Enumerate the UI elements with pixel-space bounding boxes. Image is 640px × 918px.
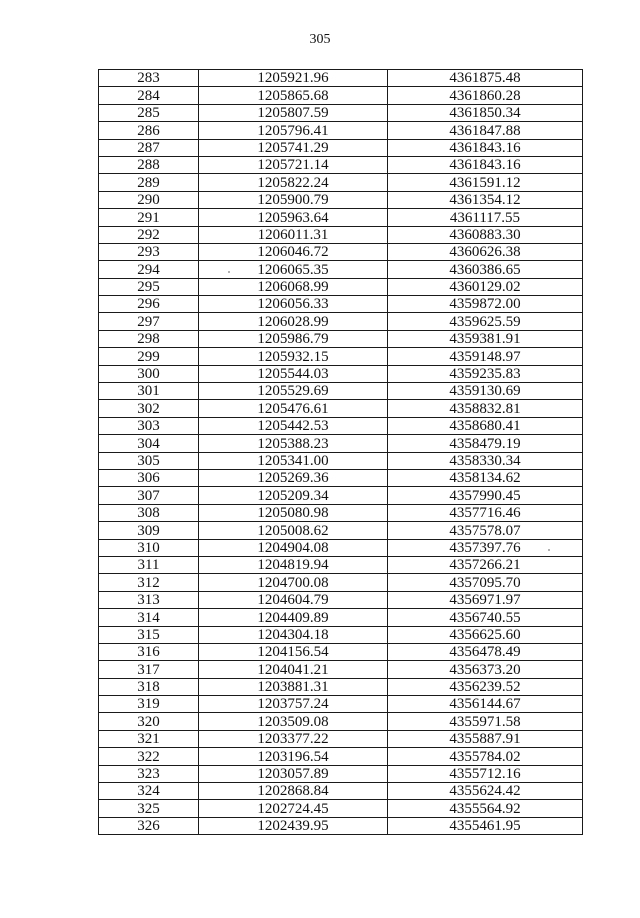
y-coordinate-cell: 4355461.95 <box>388 817 583 834</box>
table-row <box>99 574 583 591</box>
point-number-cell: 324 <box>99 783 199 800</box>
table-row <box>99 452 583 469</box>
table-row <box>99 522 583 539</box>
point-number-cell: 295 <box>99 278 199 295</box>
point-number-cell: 287 <box>99 139 199 156</box>
point-number-cell: 300 <box>99 365 199 382</box>
x-coordinate-cell: 1206065.35 <box>199 261 388 278</box>
point-number-cell: 317 <box>99 661 199 678</box>
x-coordinate-cell: 1203757.24 <box>199 696 388 713</box>
y-coordinate-cell: 4359381.91 <box>388 330 583 347</box>
table-row <box>99 191 583 208</box>
y-coordinate-cell: 4355971.58 <box>388 713 583 730</box>
y-coordinate-cell: 4359148.97 <box>388 348 583 365</box>
table-row <box>99 609 583 626</box>
x-coordinate-cell: 1205388.23 <box>199 435 388 452</box>
point-number-cell: 310 <box>99 539 199 556</box>
point-number-cell: 306 <box>99 469 199 486</box>
table-row <box>99 139 583 156</box>
table-row <box>99 748 583 765</box>
table-row <box>99 400 583 417</box>
y-coordinate-cell: 4358479.19 <box>388 435 583 452</box>
y-coordinate-cell: 4359235.83 <box>388 365 583 382</box>
y-coordinate-cell: 4357990.45 <box>388 487 583 504</box>
table-row <box>99 556 583 573</box>
table-row <box>99 296 583 313</box>
point-number-cell: 286 <box>99 122 199 139</box>
x-coordinate-cell: 1203057.89 <box>199 765 388 782</box>
y-coordinate-cell: 4361117.55 <box>388 209 583 226</box>
point-number-cell: 315 <box>99 626 199 643</box>
point-number-cell: 320 <box>99 713 199 730</box>
table-row <box>99 469 583 486</box>
x-coordinate-cell: 1205008.62 <box>199 522 388 539</box>
table-row <box>99 104 583 121</box>
x-coordinate-cell: 1204156.54 <box>199 643 388 660</box>
y-coordinate-cell: 4361847.88 <box>388 122 583 139</box>
x-coordinate-cell: 1205963.64 <box>199 209 388 226</box>
y-coordinate-cell: 4355887.91 <box>388 730 583 747</box>
x-coordinate-cell: 1202724.45 <box>199 800 388 817</box>
y-coordinate-cell: 4357266.21 <box>388 556 583 573</box>
x-coordinate-cell: 1205544.03 <box>199 365 388 382</box>
y-coordinate-cell: 4356144.67 <box>388 696 583 713</box>
coordinates-table <box>98 69 583 835</box>
x-coordinate-cell: 1203881.31 <box>199 678 388 695</box>
x-coordinate-cell: 1204819.94 <box>199 556 388 573</box>
y-coordinate-cell: 4357578.07 <box>388 522 583 539</box>
x-coordinate-cell: 1204700.08 <box>199 574 388 591</box>
point-number-cell: 285 <box>99 104 199 121</box>
y-coordinate-cell: 4357095.70 <box>388 574 583 591</box>
x-coordinate-cell: 1205341.00 <box>199 452 388 469</box>
y-coordinate-cell: 4356740.55 <box>388 609 583 626</box>
table-row <box>99 261 583 278</box>
table-row <box>99 730 583 747</box>
y-coordinate-cell: 4360129.02 <box>388 278 583 295</box>
table-row <box>99 70 583 87</box>
table-row <box>99 174 583 191</box>
x-coordinate-cell: 1204041.21 <box>199 661 388 678</box>
y-coordinate-cell: 4355712.16 <box>388 765 583 782</box>
point-number-cell: 311 <box>99 556 199 573</box>
scan-speck <box>548 549 550 551</box>
x-coordinate-cell: 1206028.99 <box>199 313 388 330</box>
point-number-cell: 326 <box>99 817 199 834</box>
point-number-cell: 288 <box>99 156 199 173</box>
point-number-cell: 325 <box>99 800 199 817</box>
x-coordinate-cell: 1205269.36 <box>199 469 388 486</box>
point-number-cell: 322 <box>99 748 199 765</box>
y-coordinate-cell: 4356239.52 <box>388 678 583 695</box>
x-coordinate-cell: 1205986.79 <box>199 330 388 347</box>
point-number-cell: 307 <box>99 487 199 504</box>
table-row <box>99 156 583 173</box>
point-number-cell: 297 <box>99 313 199 330</box>
x-coordinate-cell: 1204409.89 <box>199 609 388 626</box>
y-coordinate-cell: 4355564.92 <box>388 800 583 817</box>
point-number-cell: 323 <box>99 765 199 782</box>
table-row <box>99 87 583 104</box>
x-coordinate-cell: 1205807.59 <box>199 104 388 121</box>
point-number-cell: 303 <box>99 417 199 434</box>
y-coordinate-cell: 4358680.41 <box>388 417 583 434</box>
table-row <box>99 678 583 695</box>
table-row <box>99 365 583 382</box>
point-number-cell: 318 <box>99 678 199 695</box>
x-coordinate-cell: 1206011.31 <box>199 226 388 243</box>
y-coordinate-cell: 4361850.34 <box>388 104 583 121</box>
point-number-cell: 313 <box>99 591 199 608</box>
table-row <box>99 122 583 139</box>
table-row <box>99 330 583 347</box>
table-row <box>99 209 583 226</box>
table-row <box>99 383 583 400</box>
y-coordinate-cell: 4355624.42 <box>388 783 583 800</box>
y-coordinate-cell: 4358330.34 <box>388 452 583 469</box>
table-row <box>99 278 583 295</box>
x-coordinate-cell: 1206056.33 <box>199 296 388 313</box>
y-coordinate-cell: 4361875.48 <box>388 70 583 87</box>
x-coordinate-cell: 1203377.22 <box>199 730 388 747</box>
x-coordinate-cell: 1205476.61 <box>199 400 388 417</box>
table-row <box>99 348 583 365</box>
point-number-cell: 301 <box>99 383 199 400</box>
y-coordinate-cell: 4359130.69 <box>388 383 583 400</box>
table-row <box>99 643 583 660</box>
y-coordinate-cell: 4360386.65 <box>388 261 583 278</box>
table-row <box>99 800 583 817</box>
x-coordinate-cell: 1205865.68 <box>199 87 388 104</box>
x-coordinate-cell: 1206068.99 <box>199 278 388 295</box>
scan-speck <box>228 271 230 273</box>
x-coordinate-cell: 1205529.69 <box>199 383 388 400</box>
table-row <box>99 243 583 260</box>
y-coordinate-cell: 4360883.30 <box>388 226 583 243</box>
y-coordinate-cell: 4357397.76 <box>388 539 583 556</box>
point-number-cell: 304 <box>99 435 199 452</box>
point-number-cell: 291 <box>99 209 199 226</box>
point-number-cell: 308 <box>99 504 199 521</box>
point-number-cell: 283 <box>99 70 199 87</box>
y-coordinate-cell: 4358832.81 <box>388 400 583 417</box>
point-number-cell: 309 <box>99 522 199 539</box>
table-row <box>99 417 583 434</box>
x-coordinate-cell: 1202439.95 <box>199 817 388 834</box>
y-coordinate-cell: 4357716.46 <box>388 504 583 521</box>
table-row <box>99 487 583 504</box>
point-number-cell: 316 <box>99 643 199 660</box>
table-row <box>99 435 583 452</box>
y-coordinate-cell: 4358134.62 <box>388 469 583 486</box>
x-coordinate-cell: 1205442.53 <box>199 417 388 434</box>
x-coordinate-cell: 1204304.18 <box>199 626 388 643</box>
table-row <box>99 226 583 243</box>
table-body <box>99 70 583 835</box>
y-coordinate-cell: 4361591.12 <box>388 174 583 191</box>
y-coordinate-cell: 4359872.00 <box>388 296 583 313</box>
table-row <box>99 626 583 643</box>
x-coordinate-cell: 1205796.41 <box>199 122 388 139</box>
table-row <box>99 713 583 730</box>
table-row <box>99 313 583 330</box>
x-coordinate-cell: 1203509.08 <box>199 713 388 730</box>
point-number-cell: 299 <box>99 348 199 365</box>
table-row <box>99 661 583 678</box>
table-row <box>99 539 583 556</box>
x-coordinate-cell: 1205822.24 <box>199 174 388 191</box>
x-coordinate-cell: 1205080.98 <box>199 504 388 521</box>
x-coordinate-cell: 1203196.54 <box>199 748 388 765</box>
table-row <box>99 783 583 800</box>
table-row <box>99 504 583 521</box>
point-number-cell: 296 <box>99 296 199 313</box>
x-coordinate-cell: 1202868.84 <box>199 783 388 800</box>
y-coordinate-cell: 4356373.20 <box>388 661 583 678</box>
point-number-cell: 321 <box>99 730 199 747</box>
y-coordinate-cell: 4359625.59 <box>388 313 583 330</box>
x-coordinate-cell: 1205741.29 <box>199 139 388 156</box>
x-coordinate-cell: 1204904.08 <box>199 539 388 556</box>
x-coordinate-cell: 1204604.79 <box>199 591 388 608</box>
point-number-cell: 312 <box>99 574 199 591</box>
point-number-cell: 284 <box>99 87 199 104</box>
y-coordinate-cell: 4356971.97 <box>388 591 583 608</box>
table-row <box>99 696 583 713</box>
point-number-cell: 302 <box>99 400 199 417</box>
x-coordinate-cell: 1205721.14 <box>199 156 388 173</box>
point-number-cell: 289 <box>99 174 199 191</box>
y-coordinate-cell: 4356625.60 <box>388 626 583 643</box>
x-coordinate-cell: 1205900.79 <box>199 191 388 208</box>
x-coordinate-cell: 1205921.96 <box>199 70 388 87</box>
x-coordinate-cell: 1205932.15 <box>199 348 388 365</box>
y-coordinate-cell: 4361860.28 <box>388 87 583 104</box>
x-coordinate-cell: 1206046.72 <box>199 243 388 260</box>
y-coordinate-cell: 4355784.02 <box>388 748 583 765</box>
point-number-cell: 292 <box>99 226 199 243</box>
table-row <box>99 817 583 834</box>
y-coordinate-cell: 4361354.12 <box>388 191 583 208</box>
point-number-cell: 290 <box>99 191 199 208</box>
point-number-cell: 305 <box>99 452 199 469</box>
page-number: 305 <box>309 32 331 47</box>
point-number-cell: 293 <box>99 243 199 260</box>
y-coordinate-cell: 4361843.16 <box>388 139 583 156</box>
point-number-cell: 294 <box>99 261 199 278</box>
y-coordinate-cell: 4361843.16 <box>388 156 583 173</box>
y-coordinate-cell: 4356478.49 <box>388 643 583 660</box>
x-coordinate-cell: 1205209.34 <box>199 487 388 504</box>
y-coordinate-cell: 4360626.38 <box>388 243 583 260</box>
point-number-cell: 298 <box>99 330 199 347</box>
point-number-cell: 319 <box>99 696 199 713</box>
table-row <box>99 591 583 608</box>
point-number-cell: 314 <box>99 609 199 626</box>
table-row <box>99 765 583 782</box>
